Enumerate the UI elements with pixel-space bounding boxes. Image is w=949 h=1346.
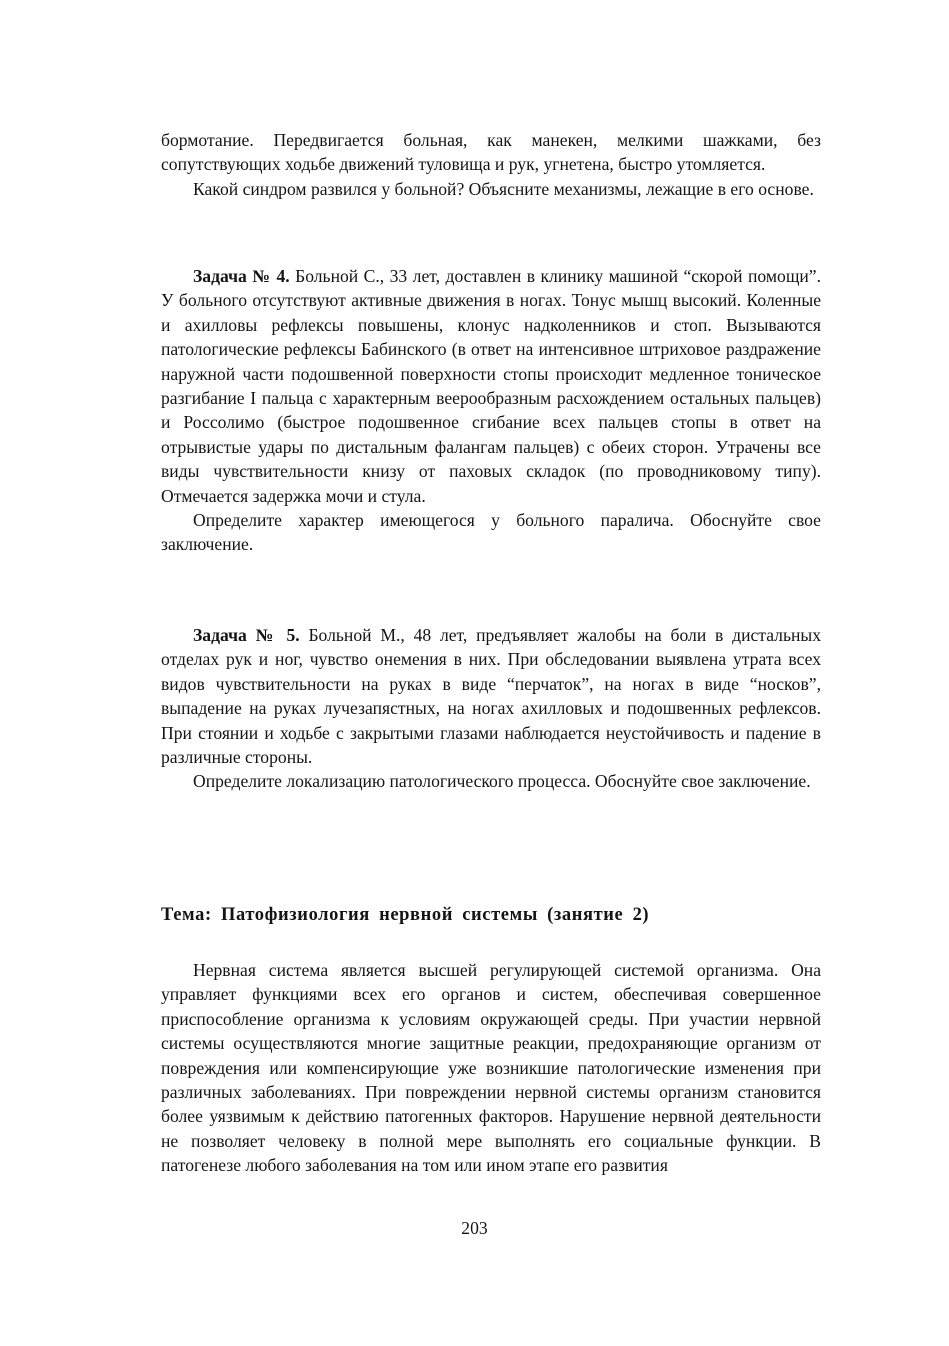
continuation-paragraph: бормотание. Передвигается больная, как манекен, мелкими шажками, без сопутствующих ходьбе движений туловища и рук, угнетена, быстро утомляется. [161, 130, 821, 175]
task-5-label: Задача № 5. [193, 625, 300, 645]
continuation-question: Какой синдром развился у больной? Объясните механизмы, лежащие в его основе. [193, 178, 814, 199]
task-5 [161, 623, 821, 794]
task-4-label: Задача № 4. [193, 266, 290, 286]
task-4 [161, 264, 821, 557]
page-number: 203 [461, 1218, 488, 1238]
topic-heading: Тема: Патофизиология нервной системы (занятие 2) [161, 905, 650, 925]
topic-introduction [161, 958, 821, 1178]
task-5-question: Определите локализацию патологического процесса. Обоснуйте свое заключение. [193, 771, 811, 792]
task-5-paragraph [161, 623, 821, 769]
previous-task-continuation [161, 128, 821, 201]
task-4-text: Больной С., 33 лет, доставлен в клинику машиной “скорой помощи”. У больного отсутствуют активные движения в ногах. Тонус мышц высокий. Коленные и ахилловы рефлексы повышены, клонус надколенников и стоп. Вызываются патологические рефлексы Бабинского (в ответ на интенсивное штриховое раздражение наружной части подошвенной поверхности стопы происходит медленное тоническое разгибание I пальца с характерным веерообразным расхождением остальных пальцев) и Россолимо (быстрое подошвенное сгибание всех пальцев стопы в ответ на отрывистые удары по дистальным фалангам пальцев) с обеих сторон. Утрачены все виды чувствительности книзу от паховых складок (по проводниковому типу). Отмечается задержка мочи и стула. [161, 266, 821, 506]
task-5-text: Больной М., 48 лет, предъявляет жалобы на боли в дистальных отделах рук и ног, чувство онемения в них. При обследовании выявлена утрата всех видов чувствительности на руках в виде “перчаток”, на ногах в виде “носков”, выпадение на руках лучезапястных, на ногах ахилловых и подошвенных рефлексов. При стоянии и ходьбе с закрытыми глазами наблюдается неустойчивость и падение в различные стороны. [161, 625, 822, 768]
topic-intro-paragraph: Нервная система является высшей регулирующей системой организма. Она управляет функциями всех его органов и систем, обеспечивая совершенное приспособление организма к условиям окружающей среды. При участии нервной системы осуществляются многие защитные реакции, предохраняющие организм от повреждения или компенсирующие уже возникшие патологические изменения при различных заболеваниях. При повреждении нервной системы организм становится более уязвимым к действию патогенных факторов. Нарушение нервной деятельности не позволяет человеку в полной мере выполнять его социальные функции. В патогенезе любого заболевания на том или ином этапе его развития [161, 960, 821, 1176]
task-4-question: Определите характер имеющегося у больного паралича. Обоснуйте свое заключение. [161, 510, 821, 555]
task-4-paragraph [161, 264, 821, 508]
